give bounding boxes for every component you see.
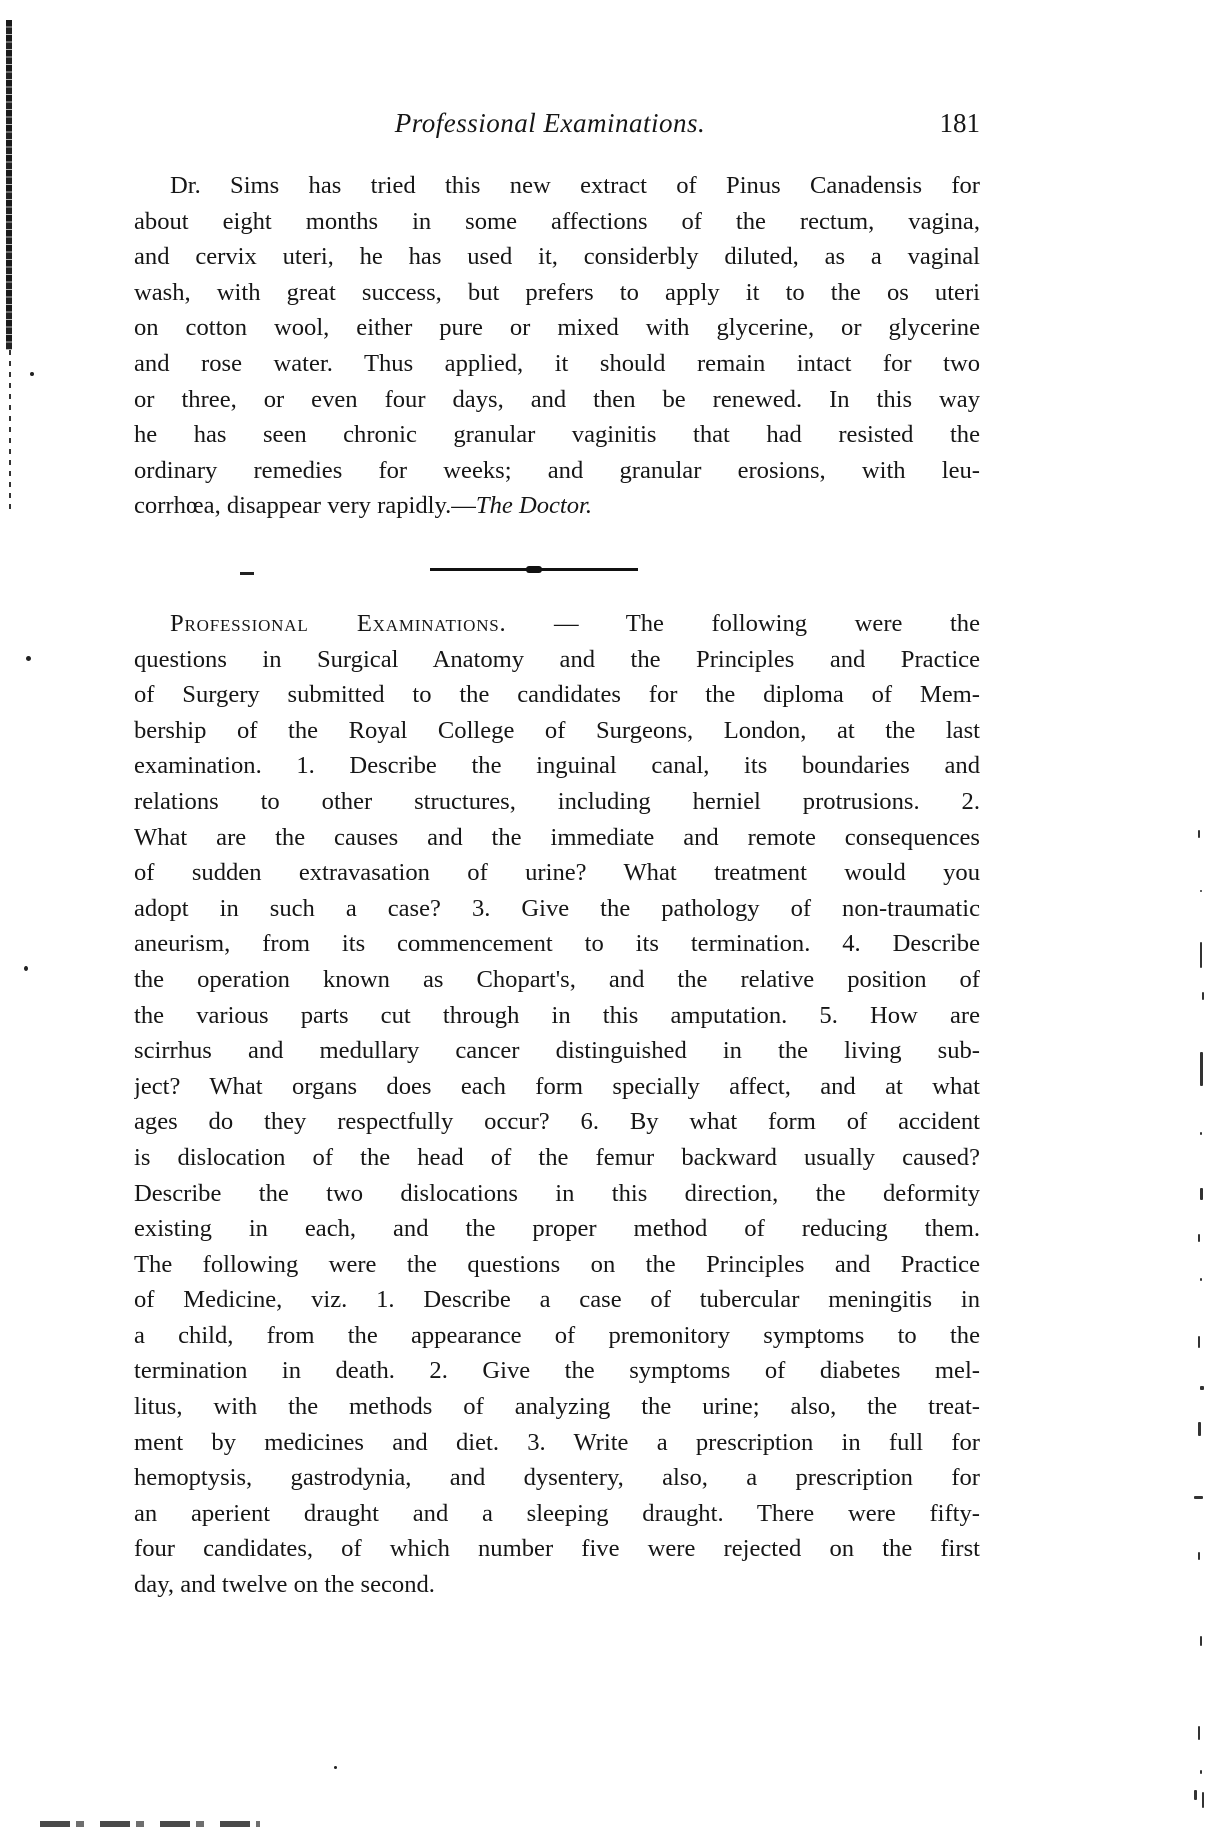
text-line: or three, or even four days, and then be renewed. In this way (134, 385, 980, 413)
scan-speck (334, 1766, 337, 1769)
source-citation: The Doctor. (475, 492, 593, 520)
article-heading: Professional Examinations. (170, 610, 507, 637)
running-title: Professional Examinations. (394, 108, 706, 138)
text-line: of Surgery submitted to the candidates for the diploma of Mem- (134, 681, 980, 709)
scan-speck (30, 372, 34, 376)
article-professional-examinations (134, 606, 980, 1603)
text-line: ages do they respectfully occur? 6. By what form of accident (134, 1108, 980, 1136)
scan-speck (24, 966, 28, 971)
text-line: of Medicine, viz. 1. Describe a case of tubercular meningitis in (134, 1286, 980, 1314)
text-line: wash, with great success, but prefers to apply it to the os uteri (134, 278, 980, 306)
text-line: Dr. Sims has tried this new extract of Pinus Canadensis for (170, 172, 980, 199)
text-line: relations to other structures, including herniel protrusions. 2. (134, 787, 980, 815)
text-line: he has seen chronic granular vaginitis that had resisted the (134, 421, 980, 449)
text-line: Describe the two dislocations in this direction, the deformity (134, 1179, 980, 1207)
text-line: on cotton wool, either pure or mixed with glycerine, or glycerine (134, 314, 980, 342)
text-line: an aperient draught and a sleeping draught. There were fifty- (134, 1499, 980, 1527)
text-line: What are the causes and the immediate and remote consequences (134, 823, 980, 851)
text-line: adopt in such a case? 3. Give the pathology of non-traumatic (134, 894, 980, 922)
text-line: The following were the questions on the Principles and Practice (134, 1250, 980, 1278)
text-line: a child, from the appearance of premonitory symptoms to the (134, 1321, 980, 1349)
text-line: examination. 1. Describe the inguinal canal, its boundaries and (134, 752, 980, 780)
section-divider (430, 568, 638, 571)
text-line: existing in each, and the proper method of reducing them. (134, 1215, 980, 1243)
text-line: hemoptysis, gastrodynia, and dysentery, also, a prescription for (134, 1464, 980, 1492)
scan-specks-right-margin (1192, 830, 1208, 1810)
text-line: questions in Surgical Anatomy and the Principles and Practice (134, 645, 980, 673)
binding-edge-artifact (9, 350, 11, 510)
text-line: and cervix uteri, he has used it, considerbly diluted, as a vaginal (134, 243, 980, 271)
text-line: ment by medicines and diet. 3. Write a prescription in full for (134, 1428, 980, 1456)
text-line: termination in death. 2. Give the symptoms of diabetes mel- (134, 1357, 980, 1385)
text-line: scirrhus and medullary cancer distinguished in the living sub- (134, 1037, 980, 1065)
text-line: is dislocation of the head of the femur backward usually caused? (134, 1143, 980, 1171)
text-line: four candidates, of which number five were rejected on the first (134, 1535, 980, 1563)
text-line (134, 488, 980, 524)
text-line: and rose water. Thus applied, it should remain intact for two (134, 349, 980, 377)
scan-speck (26, 656, 31, 661)
text-line: the operation known as Chopart's, and the relative position of (134, 965, 980, 993)
page-number: 181 (939, 108, 980, 138)
text-line: ordinary remedies for weeks; and granular erosions, with leu- (134, 456, 980, 484)
text-line: bership of the Royal College of Surgeons, London, at the last (134, 716, 980, 744)
text-line: day, and twelve on the second. (134, 1571, 435, 1599)
text-line: aneurism, from its commencement to its termination. 4. Describe (134, 930, 980, 958)
scan-smudge (40, 1821, 260, 1827)
binding-edge-artifact (6, 20, 12, 350)
page-header (120, 108, 980, 148)
last-line-text: corrhœa, disappear very rapidly.— (134, 492, 476, 520)
article-pinus-extract (134, 168, 980, 524)
text-line: ject? What organs does each form specially affect, and at what (134, 1072, 980, 1100)
text-line: the various parts cut through in this amputation. 5. How are (134, 1001, 980, 1029)
text-line (134, 606, 980, 642)
scan-mark (240, 572, 254, 575)
text-line: litus, with the methods of analyzing the urine; also, the treat- (134, 1393, 980, 1421)
heading-line-text: — The following were the (506, 610, 980, 637)
text-line: of sudden extravasation of urine? What treatment would you (134, 859, 980, 887)
text-line: about eight months in some affections of the rectum, vagina, (134, 207, 980, 235)
